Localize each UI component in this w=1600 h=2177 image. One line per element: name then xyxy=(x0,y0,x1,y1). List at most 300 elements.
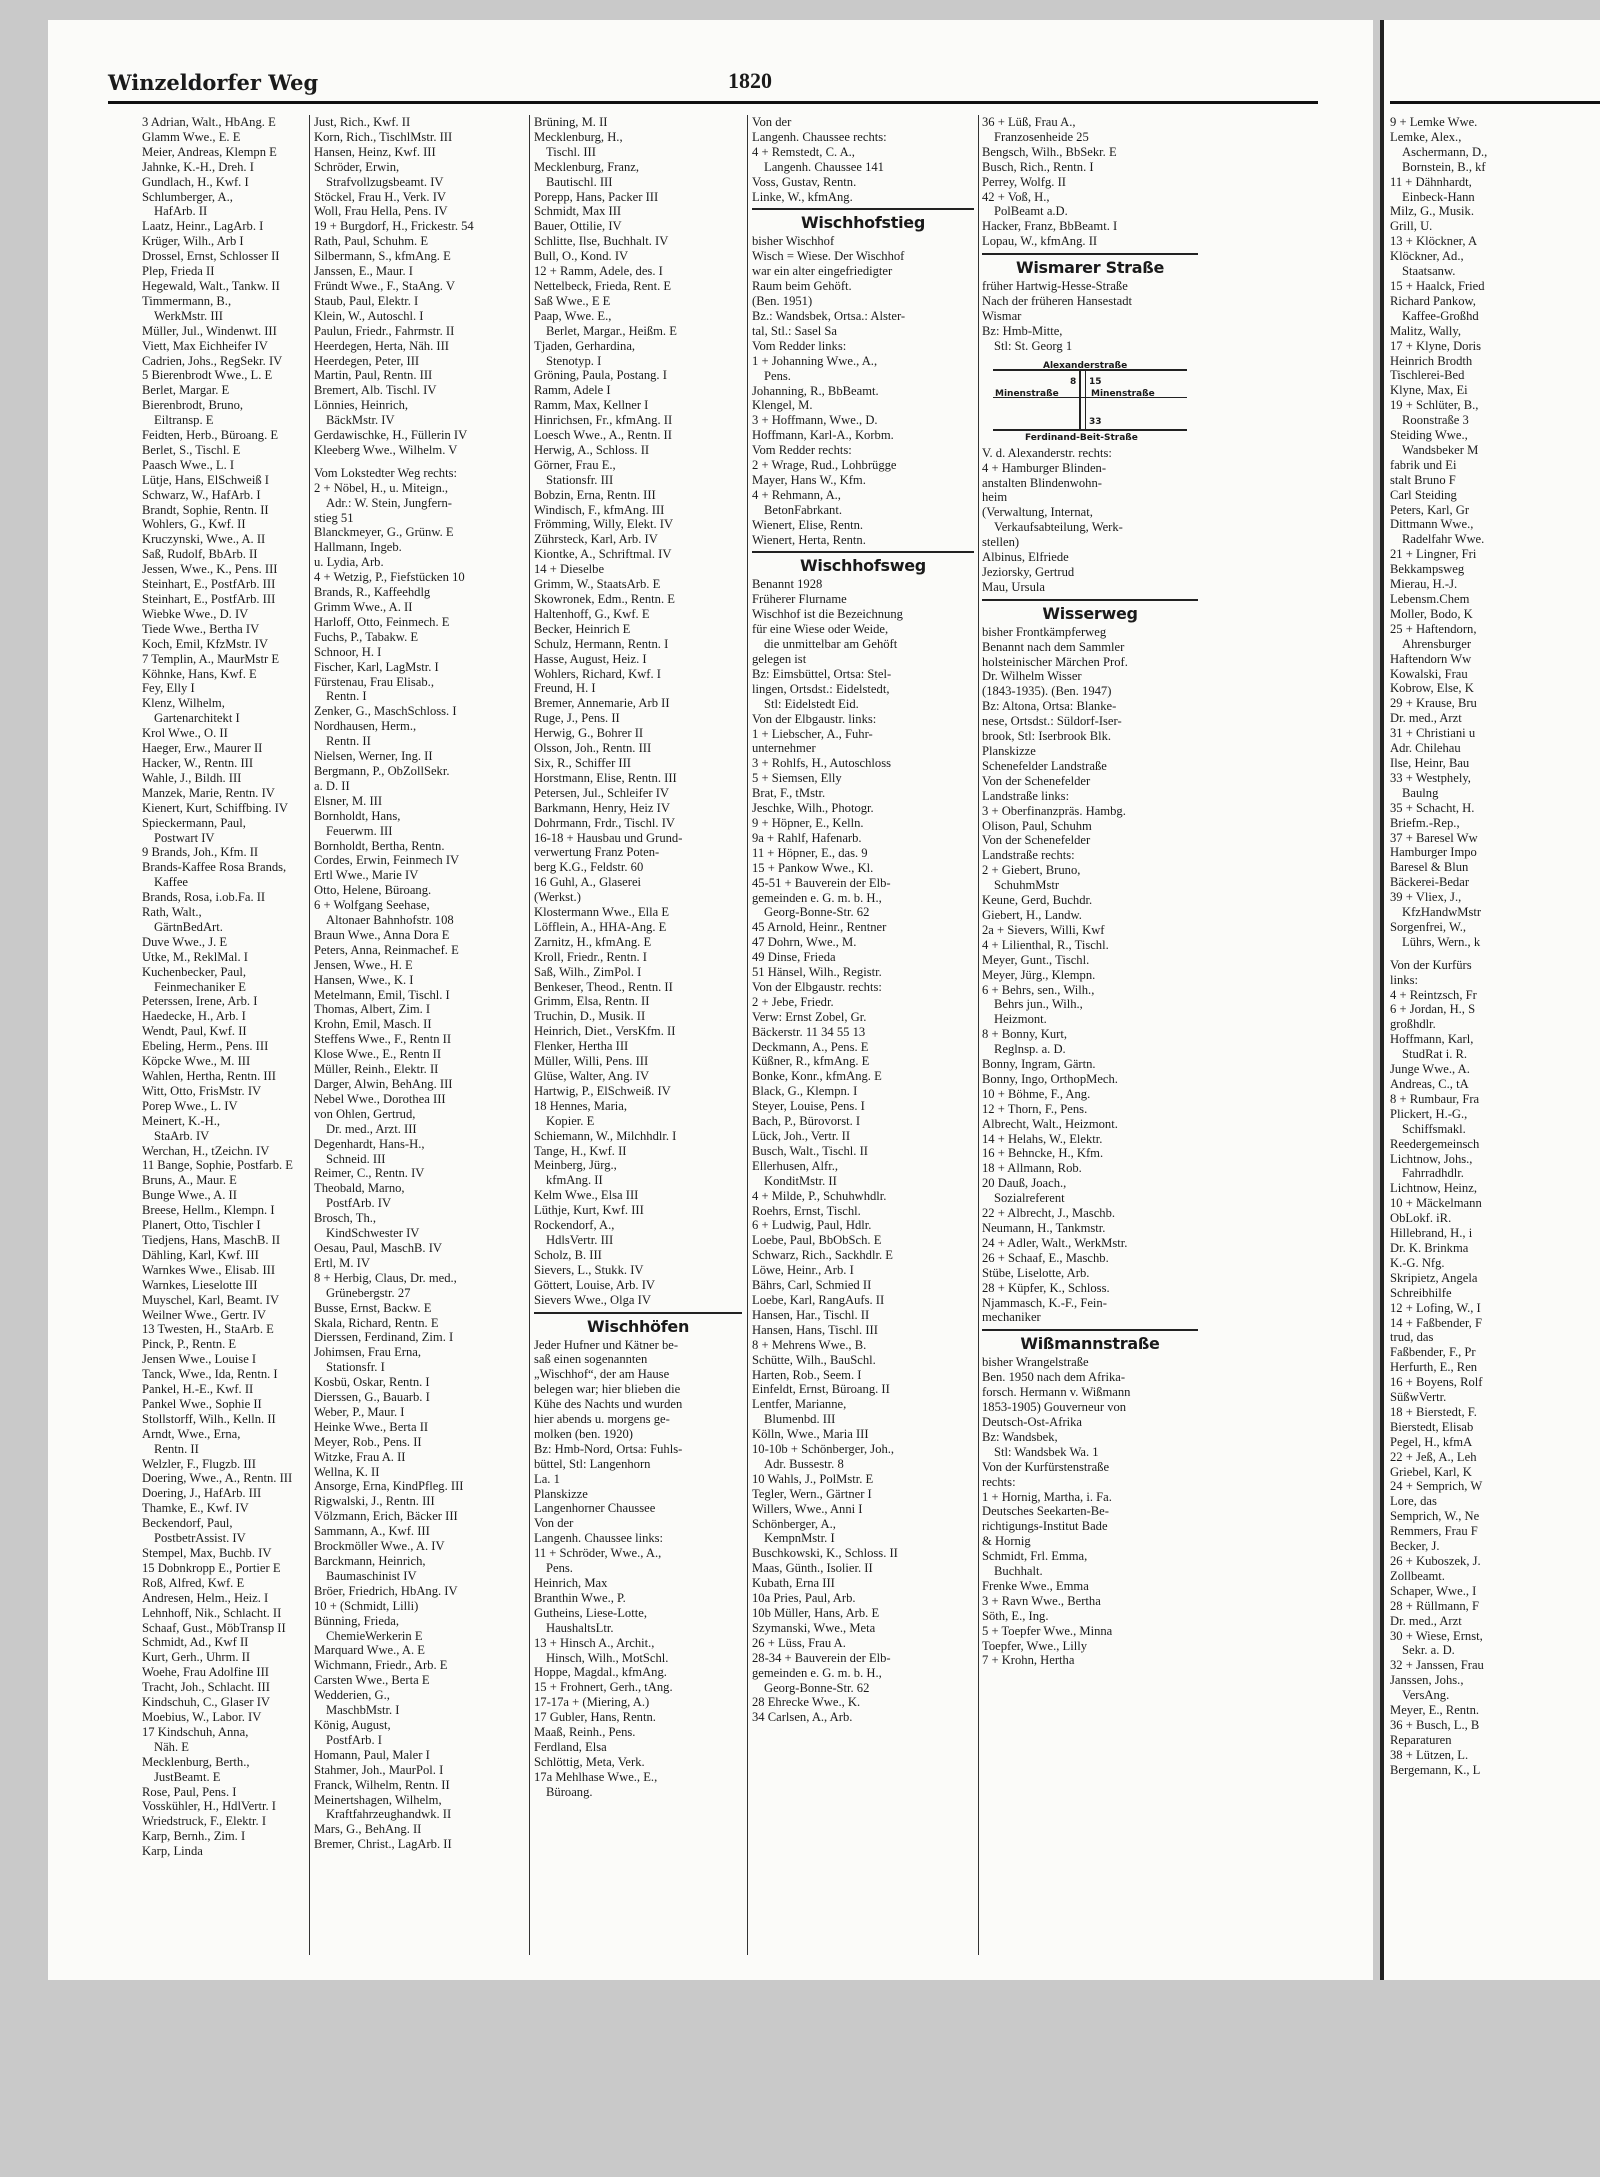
house-number-entry: 14 + Faßbender, F xyxy=(1390,1315,1482,1330)
resident-entry: Fischer, Karl, LagMstr. I xyxy=(314,659,439,674)
house-number-entry: 9 Brands, Joh., Kfm. II xyxy=(142,845,259,860)
resident-entry: Ben. 1950 nach dem Afrika- xyxy=(982,1370,1126,1385)
column-4 xyxy=(752,115,974,1955)
entries xyxy=(142,115,306,1859)
house-number-entry: 38 + Lützen, L. xyxy=(1390,1747,1469,1762)
resident-entry: Hansen, Hans, Tischl. III xyxy=(752,1322,878,1337)
resident-entry: Peters, Karl, Gr xyxy=(1390,502,1470,517)
resident-entry: Krol Wwe., O. II xyxy=(142,726,228,741)
resident-entry: Lopau, W., kfmAng. II xyxy=(982,234,1098,249)
resident-entry: Schlitte, Ilse, Buchhalt. IV xyxy=(534,234,669,249)
resident-entry: Skripietz, Angela xyxy=(1390,1270,1478,1285)
resident-entry: Oesau, Paul, MaschB. IV xyxy=(314,1240,443,1255)
house-number-entry: 4 + Remstedt, C. A., xyxy=(752,144,855,159)
resident-entry: Mierau, H.-J. xyxy=(1390,577,1458,592)
columns-area xyxy=(142,115,1318,1955)
resident-entry: richtigungs-Institut Bade xyxy=(982,1519,1108,1534)
resident-entry: Grimm, Elsa, Rentn. II xyxy=(534,994,650,1009)
resident-entry: Reedergemeinsch xyxy=(1390,1136,1480,1151)
resident-entry: Pinck, P., Rentn. E xyxy=(142,1337,237,1352)
house-number-entry: 39 + Vliex, J., xyxy=(1390,890,1462,905)
resident-entry: Fey, Elly I xyxy=(142,681,195,696)
resident-entry: Bäckerstr. 11 34 55 13 xyxy=(752,1024,866,1039)
resident-entry: Müller, Reinh., Elektr. II xyxy=(314,1062,439,1077)
resident-entry: Degenhardt, Hans-H., xyxy=(314,1136,425,1151)
resident-entry: Ertl, M. IV xyxy=(314,1255,370,1270)
resident-entry: Jeziorsky, Gertrud xyxy=(982,564,1075,579)
section-body xyxy=(982,446,1198,595)
resident-entry: Brat, F., tMstr. xyxy=(752,786,826,801)
resident-entry: gemeinden e. G. m. b. H., xyxy=(752,1665,882,1680)
house-number-entry: 3 + Rohlfs, H., Autoschloss xyxy=(752,756,891,771)
resident-entry: Eiltransp. E xyxy=(154,413,214,428)
resident-entry: Lütje, Hans, ElSchweiß I xyxy=(142,472,269,487)
resident-entry: Haedecke, H., Arb. I xyxy=(142,1009,246,1024)
house-number-entry: 5 + Toepfer Wwe., Minna xyxy=(982,1623,1113,1638)
resident-entry: Zarnitz, H., kfmAng. E xyxy=(534,934,652,949)
resident-entry: Benannt 1928 xyxy=(752,577,823,592)
resident-entry: stieg 51 xyxy=(314,510,354,525)
resident-entry: Klenz, Wilhelm, xyxy=(142,696,225,711)
resident-entry: Koch, Emil, KfzMstr. IV xyxy=(142,636,268,651)
resident-entry: Meinberg, Jürg., xyxy=(534,1158,617,1173)
resident-entry: Hoffmann, Karl-A., Korbm. xyxy=(752,428,894,443)
resident-entry: SüßwVertr. xyxy=(1390,1390,1447,1405)
resident-entry: Feuerwm. III xyxy=(326,823,393,838)
resident-entry: lingen, Ortsdst.: Eidelstedt, xyxy=(752,681,890,696)
resident-entry: Sievers, L., Stukk. IV xyxy=(534,1262,644,1277)
resident-entry: Bull, O., Kond. IV xyxy=(534,249,629,264)
resident-entry: unternehmer xyxy=(752,741,816,756)
resident-entry: Schaper, Wwe., I xyxy=(1390,1583,1477,1598)
resident-entry: Sievers Wwe., Olga IV xyxy=(534,1292,651,1307)
resident-entry: heim xyxy=(982,490,1008,505)
resident-entry: Kruczynski, Wwe., A. II xyxy=(142,532,266,547)
resident-entry: Saß, Wilh., ZimPol. I xyxy=(534,964,642,979)
resident-entry: Dierssen, G., Bauarb. I xyxy=(314,1390,430,1405)
resident-entry: Von der Elbgaustr. links: xyxy=(752,711,877,726)
resident-entry: Witzke, Frau A. II xyxy=(314,1449,406,1464)
resident-entry: Karp, Linda xyxy=(142,1844,203,1859)
house-number-entry: 15 + Pankow Wwe., Kl. xyxy=(752,860,874,875)
resident-entry: Wahlen, Hertha, Rentn. III xyxy=(142,1069,276,1083)
resident-entry: Wriedstruck, F., Elektr. I xyxy=(142,1814,267,1829)
house-number-entry: 13 Twesten, H., StaArb. E xyxy=(142,1322,274,1337)
resident-entry: Steinhart, E., PostfArb. III xyxy=(142,592,276,606)
resident-entry: Von der xyxy=(534,1516,574,1531)
resident-entry: Klein, W., Autoschl. I xyxy=(314,308,424,323)
resident-entry: Georg-Bonne-Str. 62 xyxy=(764,1680,870,1695)
resident-entry: Metelmann, Emil, Tischl. I xyxy=(314,987,450,1002)
resident-entry: Kosbü, Oskar, Rentn. I xyxy=(314,1375,430,1390)
resident-entry: Deutsch-Ost-Afrika xyxy=(982,1414,1083,1429)
resident-entry: Weber, P., Maur. I xyxy=(314,1404,405,1419)
resident-entry: Hoppe, Magdal., kfmAng. xyxy=(534,1665,667,1680)
resident-entry: Schneid. III xyxy=(326,1151,386,1166)
resident-entry: Deutsches Seekarten-Be- xyxy=(982,1504,1109,1519)
resident-entry: Schmidt, Max III xyxy=(534,204,622,219)
house-number-entry: 10a Pries, Paul, Arb. xyxy=(752,1591,856,1606)
resident-entry: Albinus, Elfriede xyxy=(982,550,1069,565)
resident-entry: nese, Ortsdst.: Süldorf-Iser- xyxy=(982,714,1122,729)
resident-entry: Schütte, Wilh., BauSchl. xyxy=(752,1352,876,1367)
resident-entry: ChemieWerkerin E xyxy=(326,1628,423,1643)
resident-entry: Kuchenbecker, Paul, xyxy=(142,964,247,979)
resident-entry: Tjaden, Gerhardina, xyxy=(534,338,636,353)
resident-entry: Dierssen, Ferdinand, Zim. I xyxy=(314,1330,454,1345)
resident-entry: Toepfer, Wwe., Lilly xyxy=(982,1638,1088,1653)
resident-entry: trud, das xyxy=(1390,1330,1434,1345)
resident-entry: Moller, Bodo, K xyxy=(1390,606,1473,621)
resident-entry: Doering, Wwe., A., Rentn. III xyxy=(142,1471,293,1486)
resident-entry: Heerdegen, Herta, Näh. III xyxy=(314,338,449,353)
resident-entry: Neumann, H., Tankmstr. xyxy=(982,1221,1106,1235)
resident-entry xyxy=(314,458,524,466)
resident-entry: Hillebrand, H., i xyxy=(1390,1226,1473,1241)
house-number-entry: 37 + Baresel Ww xyxy=(1390,830,1478,845)
resident-entry: Janssen, Johs., xyxy=(1390,1673,1464,1688)
resident-entry: Zenker, G., MaschSchloss. I xyxy=(314,704,457,719)
resident-entry: Busch, Rich., Rentn. I xyxy=(982,159,1094,174)
resident-entry: Meyer, Jürg., Klempn. xyxy=(982,967,1096,982)
resident-entry: Stöckel, Frau H., Verk. IV xyxy=(314,189,446,204)
resident-entry: Plep, Frieda II xyxy=(142,264,215,279)
resident-entry: Karp, Bernh., Zim. I xyxy=(142,1829,246,1844)
house-number-entry: 8 + Rumbaur, Fra xyxy=(1390,1091,1480,1106)
resident-entry: hier abends u. morgens ge- xyxy=(534,1412,670,1427)
resident-entry: Früherer Flurname xyxy=(752,592,847,607)
resident-entry: Heerdegen, Peter, III xyxy=(314,353,420,368)
house-number-entry: 1853-1905) Gouverneur von xyxy=(982,1400,1127,1415)
resident-entry: Stl: Wandsbek Wa. 1 xyxy=(994,1444,1099,1459)
resident-entry: Elsner, M. III xyxy=(314,793,383,808)
page-number: 1820 xyxy=(728,68,772,93)
resident-entry: Steffens Wwe., F., Rentn II xyxy=(314,1032,452,1047)
resident-entry: Aschermann, D., xyxy=(1402,144,1488,159)
resident-entry: großhdlr. xyxy=(1390,1017,1436,1032)
resident-entry: Herfurth, E., Ren xyxy=(1390,1360,1478,1375)
resident-entry: Tracht, Joh., Schlacht. III xyxy=(142,1680,270,1695)
resident-entry: Nordhausen, Herm., xyxy=(314,719,417,734)
resident-entry: Porepp, Hans, Packer III xyxy=(534,189,659,204)
resident-entry: früher Hartwig-Hesse-Straße xyxy=(982,279,1128,294)
resident-entry: Vom Lokstedter Weg rechts: xyxy=(314,465,457,480)
resident-entry: Stübe, Liselotte, Arb. xyxy=(982,1265,1090,1280)
house-number-entry: 4 + Hamburger Blinden- xyxy=(982,460,1107,475)
resident-entry: Rath, Paul, Schuhm. E xyxy=(314,234,429,249)
resident-entry: Warnkes Wwe., Elisab. III xyxy=(142,1262,276,1277)
house-number-entry: 10b Müller, Hans, Arb. E xyxy=(752,1606,880,1620)
resident-entry: Junge Wwe., A. xyxy=(1390,1062,1470,1077)
resident-entry: Kowalski, Frau xyxy=(1390,666,1468,681)
resident-entry: Hasse, August, Heiz. I xyxy=(534,651,647,666)
house-number-entry: 2a + Sievers, Willi, Kwf xyxy=(982,922,1105,937)
resident-entry: Schmidt, Frl. Emma, xyxy=(982,1549,1088,1564)
section-body xyxy=(982,1355,1198,1668)
resident-entry: Lentfer, Marianne, xyxy=(752,1397,847,1412)
resident-entry: Rentn. I xyxy=(326,689,367,704)
resident-entry: Wahle, J., Bildh. III xyxy=(142,770,242,785)
resident-entry: Bach, P., Bürovorst. I xyxy=(752,1114,861,1129)
resident-entry: Bierstedt, Elisab xyxy=(1390,1419,1474,1434)
resident-entry: Linke, W., kfmAng. xyxy=(752,189,853,204)
resident-entry: Arndt, Wwe., Erna, xyxy=(142,1426,241,1441)
resident-entry: Adr.: W. Stein, Jungfern- xyxy=(326,495,452,510)
resident-entry: Buschkowski, K., Schloss. II xyxy=(752,1546,898,1561)
resident-entry: Gröning, Paula, Postang. I xyxy=(534,368,667,383)
house-number-entry: 5 + Siemsen, Elly xyxy=(752,771,842,786)
resident-entry: Just, Rich., Kwf. II xyxy=(314,115,411,129)
resident-entry: Söth, E., Ing. xyxy=(982,1608,1049,1623)
resident-entry: Bz: Hmb-Mitte, xyxy=(982,323,1063,338)
resident-entry: Köhnke, Hans, Kwf. E xyxy=(142,666,257,681)
resident-entry: Bonke, Konr., kfmAng. E xyxy=(752,1069,882,1084)
house-number-entry: 6 + Jordan, H., S xyxy=(1390,1002,1476,1017)
resident-entry: Langenh. Chaussee links: xyxy=(534,1531,664,1546)
map-label-bottom: Ferdinand-Beit-Straße xyxy=(1025,432,1138,443)
resident-entry: Darger, Alwin, BehAng. III xyxy=(314,1077,453,1091)
page-header xyxy=(108,60,1318,104)
resident-entry: Schwarz, Rich., Sackhdlr. E xyxy=(752,1248,893,1263)
resident-entry: Hoffmann, Karl, xyxy=(1390,1032,1474,1047)
resident-entry: Bremer, Christ., LagArb. II xyxy=(314,1837,452,1852)
resident-entry: Horstmann, Elise, Rentn. III xyxy=(534,770,677,785)
resident-entry: Planskizze xyxy=(534,1486,588,1501)
house-number-entry: 7 Templin, A., MaurMstr E xyxy=(142,651,280,666)
section-title-wissmannstrasse: Wißmannstraße xyxy=(982,1329,1198,1355)
resident-entry: Ramm, Adele I xyxy=(534,383,611,398)
house-number-entry: 35 + Schacht, H. xyxy=(1390,800,1475,815)
resident-entry: Bremer, Annemarie, Arb II xyxy=(534,696,670,711)
house-number-entry: 4 + Milde, P., Schuhwhdlr. xyxy=(752,1188,887,1203)
resident-entry: Schiemann, W., Milchhdlr. I xyxy=(534,1128,677,1143)
resident-entry: Martin, Paul, Rentn. III xyxy=(314,368,433,383)
resident-entry: Baumaschinist IV xyxy=(326,1568,417,1583)
house-number-entry: 22 + Albrecht, J., Maschb. xyxy=(982,1206,1116,1221)
resident-entry: Roehrs, Ernst, Tischl. xyxy=(752,1203,861,1218)
house-number-entry: 11 + Dähnhardt, xyxy=(1390,174,1472,189)
resident-entry: rechts: xyxy=(982,1474,1016,1489)
resident-entry: Wismar xyxy=(982,308,1022,323)
resident-entry: Brands, R., Kaffeehdlg xyxy=(314,585,431,600)
resident-entry: Völzmann, Erich, Bäcker III xyxy=(314,1509,458,1524)
resident-entry xyxy=(1390,950,1600,958)
resident-entry: Doering, J., HafArb. III xyxy=(142,1486,262,1501)
resident-entry: Kraftfahrzeughandwk. II xyxy=(326,1807,452,1822)
resident-entry: Bornholdt, Hans, xyxy=(314,808,401,823)
house-number-entry: 5 Bierenbrodt Wwe., L. E xyxy=(142,368,273,383)
resident-entry: Glüse, Walter, Ang. IV xyxy=(534,1069,650,1083)
resident-entry: König, August, xyxy=(314,1717,391,1732)
entries xyxy=(982,115,1198,249)
resident-entry: Schnoor, H. I xyxy=(314,644,382,659)
resident-entry: Lönnies, Heinrich, xyxy=(314,398,409,413)
house-number-entry: 4 + Rehmann, A., xyxy=(752,487,841,502)
resident-entry: Krohn, Emil, Masch. II xyxy=(314,1017,432,1032)
house-number-entry: 49 Dinse, Frieda xyxy=(752,950,836,965)
resident-entry: Hartwig, P., ElSchweiß. IV xyxy=(534,1083,671,1098)
resident-entry: Tischlerei-Bed xyxy=(1390,368,1465,383)
resident-entry: (1843-1935). (Ben. 1947) xyxy=(982,684,1112,699)
resident-entry: Breese, Hellm., Klempn. I xyxy=(142,1203,275,1218)
resident-entry: Rose, Paul, Pens. I xyxy=(142,1784,237,1799)
resident-entry: Kaffee xyxy=(154,875,189,890)
resident-entry: Kurt, Gerh., Uhrm. II xyxy=(142,1650,251,1665)
resident-entry: Cordes, Erwin, Feinmech IV xyxy=(314,853,460,868)
map-label-left: Minenstraße xyxy=(995,388,1059,399)
resident-entry: Branthin Wwe., P. xyxy=(534,1590,626,1605)
resident-entry: Hinsch, Wilh., MotSchl. xyxy=(546,1650,669,1665)
resident-entry: Schulz, Hermann, Rentn. I xyxy=(534,636,669,651)
resident-entry: JustBeamt. E xyxy=(154,1769,221,1784)
map-road-vertical xyxy=(1079,369,1081,431)
house-number-entry: 28-34 + Bauverein der Elb- xyxy=(752,1650,891,1665)
resident-entry: PostbetrAssist. IV xyxy=(154,1531,246,1546)
resident-entry: Semprich, W., Ne xyxy=(1390,1509,1480,1524)
resident-entry: Moebius, W., Labor. IV xyxy=(142,1709,262,1724)
map-road-vertical xyxy=(1085,369,1086,431)
resident-entry: Thamke, E., Kwf. IV xyxy=(142,1501,249,1516)
entries xyxy=(752,115,974,204)
resident-entry: Tiedjens, Hans, MaschB. II xyxy=(142,1232,281,1247)
resident-entry: links: xyxy=(1390,972,1418,987)
resident-entry: Zührsteck, Karl, Arb. IV xyxy=(534,532,658,547)
resident-entry: PostfArb. IV xyxy=(326,1196,392,1211)
resident-entry: Steinhart, E., PostfArb. III xyxy=(142,577,276,592)
resident-entry: Woehe, Frau Adolfine III xyxy=(142,1665,269,1680)
resident-entry: Bruns, A., Maur. E xyxy=(142,1173,237,1188)
section-title-wischhofsweg: Wischhofsweg xyxy=(752,551,974,577)
resident-entry: Heinrich, Diet., VersKfm. II xyxy=(534,1024,676,1039)
resident-entry: Johanning, R., BbBeamt. xyxy=(752,383,879,398)
resident-entry: Bährs, Carl, Schmied II xyxy=(752,1278,872,1293)
resident-entry: brook, Stl: Iserbrook Blk. xyxy=(982,729,1112,744)
resident-entry: Harloff, Otto, Feinmech. E xyxy=(314,614,450,629)
resident-entry: Jahnke, K.-H., Dreh. I xyxy=(142,159,254,174)
column-rule xyxy=(747,115,748,1955)
resident-entry: HdlsVertr. III xyxy=(546,1232,614,1247)
resident-entry: Hacker, W., Rentn. III xyxy=(142,755,254,770)
house-number-entry: 28 + Küpfer, K., Schloss. xyxy=(982,1280,1110,1295)
resident-entry: Becker, J. xyxy=(1390,1539,1440,1554)
resident-entry: Hinrichsen, Fr., kfmAng. II xyxy=(534,413,673,428)
resident-entry: K.-G. Nfg. xyxy=(1390,1255,1445,1270)
resident-entry: Rigwalski, J., Rentn. III xyxy=(314,1494,435,1509)
resident-entry: Landstraße links: xyxy=(982,788,1070,803)
resident-entry: Bauer, Ottilie, IV xyxy=(534,219,622,234)
resident-entry: Frömming, Willy, Elekt. IV xyxy=(534,517,674,532)
resident-entry: Fürstenau, Frau Elisab., xyxy=(314,674,434,689)
resident-entry: Schreibhilfe xyxy=(1390,1285,1452,1300)
resident-entry: Dohrmann, Frdr., Tischl. IV xyxy=(534,815,675,830)
resident-entry: Silbermann, S., kfmAng. E xyxy=(314,249,451,264)
resident-entry: Näh. E xyxy=(154,1739,189,1754)
resident-entry: ObLokf. iR. xyxy=(1390,1211,1452,1226)
resident-entry: Sozialreferent xyxy=(994,1191,1065,1206)
resident-entry: Jeschke, Wilh., Photogr. xyxy=(752,801,874,816)
resident-entry: Meyer, Gunt., Tischl. xyxy=(982,952,1090,967)
resident-entry: Heizmont. xyxy=(994,1012,1047,1027)
resident-entry: Carl Steiding xyxy=(1390,487,1457,502)
house-number-entry: 2 + Wrage, Rud., Lohbrügge xyxy=(752,458,897,473)
resident-entry: Kienert, Kurt, Schiffbing. IV xyxy=(142,800,288,815)
house-number-entry: 19 + Burgdorf, H., Frickestr. 54 xyxy=(314,219,474,234)
resident-entry: Steyer, Louise, Pens. I xyxy=(752,1099,865,1114)
map-number-33: 33 xyxy=(1089,416,1102,427)
resident-entry: Küßner, R., kfmAng. E xyxy=(752,1054,870,1069)
column-rule xyxy=(309,115,310,1955)
resident-entry: Haftendorn Ww xyxy=(1390,651,1472,666)
resident-entry: Pankel, H.-E., Kwf. II xyxy=(142,1382,254,1397)
house-number-entry: 17a Mehlhase Wwe., E., xyxy=(534,1769,658,1784)
resident-entry: Meyer, E., Rentn. xyxy=(1390,1703,1480,1718)
resident-entry: Pankel Wwe., Sophie II xyxy=(142,1396,262,1411)
house-number-entry: 30 + Wiese, Ernst, xyxy=(1390,1628,1483,1643)
resident-entry: Blumenbd. III xyxy=(764,1412,836,1427)
resident-entry: BetonFabrkant. xyxy=(764,502,842,517)
resident-entry: Reparaturen xyxy=(1390,1732,1452,1747)
resident-entry: Hacker, Franz, BbBeamt. I xyxy=(982,219,1118,234)
resident-entry: KonditMstr. II xyxy=(764,1173,837,1188)
resident-entry: Perrey, Wolfg. II xyxy=(982,174,1066,189)
resident-entry: Spieckermann, Paul, xyxy=(142,815,246,830)
resident-entry: Bonny, Ingo, OrthopMech. xyxy=(982,1071,1118,1086)
resident-entry: Hansen, Har., Tischl. II xyxy=(752,1307,870,1322)
house-number-entry: 10 Wahls, J., PolMstr. E xyxy=(752,1471,874,1486)
resident-entry: Dähling, Karl, Kwf. III xyxy=(142,1247,259,1262)
section-title-wischhofstieg: Wischhofstieg xyxy=(752,208,974,234)
resident-entry: La. 1 xyxy=(534,1471,560,1486)
resident-entry: Wellna, K. II xyxy=(314,1464,380,1479)
resident-entry: Müller, Jul., Windenwt. III xyxy=(142,323,277,338)
resident-entry: Langenh. Chaussee 141 xyxy=(764,159,884,174)
map-number-15: 15 xyxy=(1089,376,1102,387)
house-number-entry: 26 + Schaaf, E., Maschb. xyxy=(982,1250,1109,1265)
resident-entry: Voss, Gustav, Rentn. xyxy=(752,174,857,189)
resident-entry: Truchin, D., Musik. II xyxy=(534,1009,646,1024)
resident-entry: Ferdland, Elsa xyxy=(534,1739,607,1754)
resident-entry: Bz: Wandsbek, xyxy=(982,1429,1058,1444)
resident-entry: HafArb. II xyxy=(154,204,208,219)
resident-entry: Gerdawischke, H., Füllerin IV xyxy=(314,428,468,443)
resident-entry: Göttert, Louise, Arb. IV xyxy=(534,1277,656,1292)
resident-entry: Werchan, H., tZeichn. IV xyxy=(142,1143,270,1158)
resident-entry: Bornholdt, Bertha, Rentn. xyxy=(314,838,445,853)
resident-entry: Johimsen, Frau Erna, xyxy=(314,1345,422,1360)
house-number-entry: 47 Dohrn, Wwe., M. xyxy=(752,935,857,950)
resident-entry: Nettelbeck, Frieda, Rent. E xyxy=(534,278,672,293)
resident-entry: Meinert, K.-H., xyxy=(142,1113,220,1128)
resident-entry: Janssen, E., Maur. I xyxy=(314,264,413,279)
resident-entry: Gartenarchitekt I xyxy=(154,711,240,726)
resident-entry: Wendt, Paul, Kwf. II xyxy=(142,1024,247,1039)
adjacent-column xyxy=(1390,115,1600,1778)
resident-entry: Postwart IV xyxy=(154,830,215,845)
house-number-entry: 8 + Herbig, Claus, Dr. med., xyxy=(314,1270,457,1285)
section-body xyxy=(982,279,1198,354)
resident-entry: Bunge Wwe., A. II xyxy=(142,1188,237,1203)
resident-entry: Schenefelder Landstraße xyxy=(982,758,1107,773)
resident-entry: Remmers, Frau F xyxy=(1390,1524,1478,1539)
resident-entry: Stationsfr. I xyxy=(326,1360,385,1375)
house-number-entry: 36 + Lüß, Frau A., xyxy=(982,115,1076,129)
resident-entry: Behrs jun., Wilh., xyxy=(994,997,1083,1012)
resident-entry: Meinertshagen, Wilhelm, xyxy=(314,1792,442,1807)
resident-entry: Brockmöller Wwe., A. IV xyxy=(314,1539,445,1554)
resident-entry: Ramm, Max, Kellner I xyxy=(534,398,649,413)
resident-entry: Tegler, Wern., Gärtner I xyxy=(752,1486,872,1501)
resident-entry: Bremert, Alb. Tischl. IV xyxy=(314,383,437,398)
